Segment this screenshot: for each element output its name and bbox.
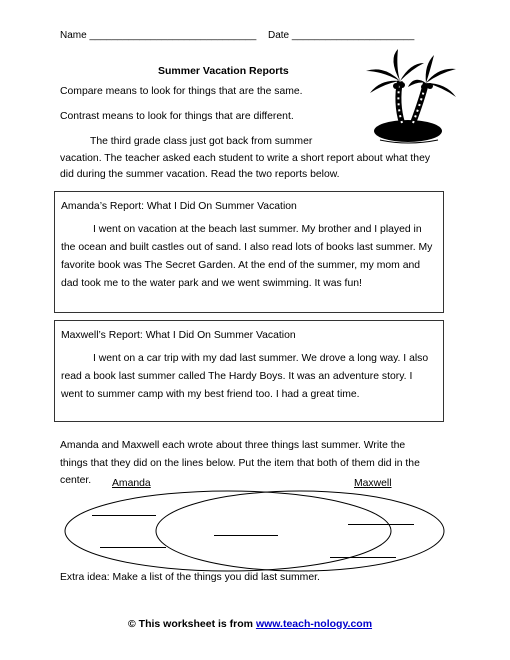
venn-label-maxwell: Maxwell <box>354 478 392 489</box>
compare-definition: Compare means to look for things that are the same. <box>60 86 303 97</box>
venn-diagram <box>60 488 460 573</box>
venn-circle-amanda <box>65 491 391 571</box>
date-field[interactable]: Date ______________________ <box>268 30 415 41</box>
instructions-line-1: Amanda and Maxwell each wrote about three things last summer. Write the <box>60 440 406 451</box>
contrast-definition: Contrast means to look for things that are different. <box>60 111 294 122</box>
footer-prefix: © This worksheet is from <box>128 618 256 630</box>
amanda-report-heading: Amanda’s Report: What I Did On Summer Vacation <box>61 201 297 212</box>
answer-line-amanda-2[interactable] <box>100 547 166 548</box>
palm-island-image <box>358 45 460 147</box>
answer-line-maxwell-2[interactable] <box>330 557 396 558</box>
amanda-report-body: I went on vacation at the beach last summer. My brother and I played in the ocean and built castles out of sand. I also read lots of books last summer. My favorite book was The Secret Garden. At the end of the summer, my mom and dad took me to the water park and we went swimming. It was fun! <box>61 224 433 289</box>
extra-idea: Extra idea: Make a list of the things you did last summer. <box>60 572 320 583</box>
footer-link[interactable]: www.teach-nology.com <box>255 618 373 630</box>
answer-line-maxwell-1[interactable] <box>348 524 414 525</box>
venn-label-amanda: Amanda <box>112 478 151 489</box>
page-title: Summer Vacation Reports <box>158 65 289 77</box>
intro-line-3: did during the summer vacation. Read the two reports below. <box>60 169 340 180</box>
answer-line-both[interactable] <box>214 535 278 536</box>
footer-credit <box>128 618 372 630</box>
maxwell-report-box <box>54 320 444 422</box>
instructions-line-2: things that they did on the lines below. Put the item that both of them did in the <box>60 458 420 469</box>
intro-line-1: The third grade class just got back from summer <box>90 136 313 147</box>
intro-line-2: vacation. The teacher asked each student to write a short report about what they <box>60 153 431 164</box>
venn-circle-maxwell <box>156 491 444 571</box>
amanda-report-box <box>54 191 444 313</box>
instructions-line-3: center. <box>60 475 92 486</box>
answer-line-amanda-1[interactable] <box>92 515 156 516</box>
maxwell-report-body: I went on a car trip with my dad last summer. We drove a long way. I also read a book last summer called The Hardy Boys. It was an adventure story. I went to summer camp with my best friend too. I had a great time. <box>61 353 429 400</box>
name-field[interactable]: Name ______________________________ <box>60 30 257 41</box>
maxwell-report-heading: Maxwell’s Report: What I Did On Summer Vacation <box>61 330 296 341</box>
